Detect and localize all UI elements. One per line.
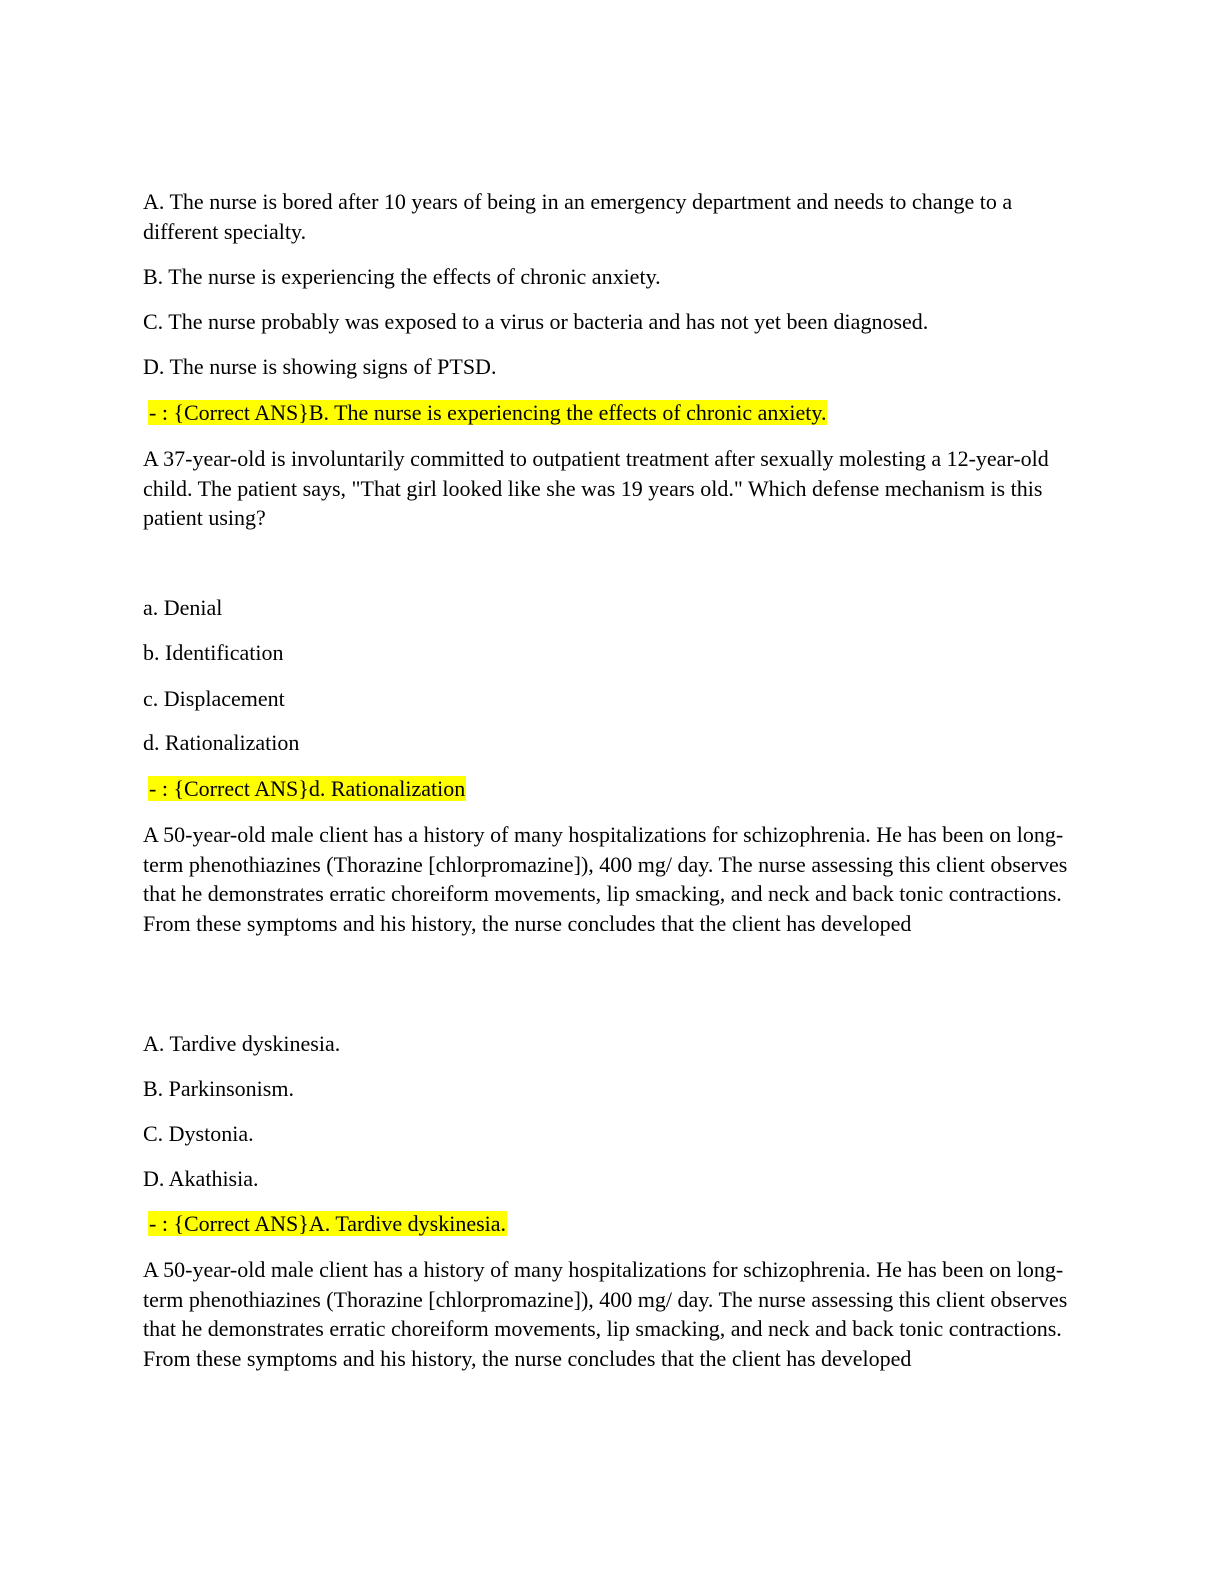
option-c: C. The nurse probably was exposed to a virus or bacteria and has not yet been diagnosed. — [143, 309, 929, 334]
correct-answer-highlight — [148, 398, 827, 428]
option-b: b. Identification — [143, 640, 284, 665]
correct-answer: - : {Correct ANS}d. Rationalization — [149, 776, 466, 801]
option-d: D. The nurse is showing signs of PTSD. — [143, 354, 497, 379]
option-a: A. The nurse is bored after 10 years of being in an emergency department and needs to change to a different specialty. — [143, 189, 1013, 244]
option-a: a. Denial — [143, 595, 223, 620]
option-b: B. Parkinsonism. — [143, 1076, 294, 1101]
correct-answer: - : {Correct ANS}B. The nurse is experiencing the effects of chronic anxiety. — [149, 400, 827, 425]
option-d: d. Rationalization — [143, 730, 300, 755]
option-c: c. Displacement — [143, 686, 285, 711]
correct-answer-highlight — [148, 774, 466, 804]
question-text: A 37-year-old is involuntarily committed to outpatient treatment after sexually molesting a 12-year-old child. The patient says, "That girl looked like she was 19 years old." Which defense mechanism is this patient using? — [143, 446, 1049, 530]
option-d: D. Akathisia. — [143, 1166, 259, 1191]
correct-answer-highlight — [148, 1209, 507, 1239]
option-b: B. The nurse is experiencing the effects of chronic anxiety. — [143, 264, 661, 289]
correct-answer: - : {Correct ANS}A. Tardive dyskinesia. — [149, 1211, 507, 1236]
option-a: A. Tardive dyskinesia. — [143, 1031, 341, 1056]
option-c: C. Dystonia. — [143, 1121, 254, 1146]
question-text: A 50-year-old male client has a history of many hospitalizations for schizophrenia. He has been on long-term phenothiazines (Thorazine [chlorpromazine]), 400 mg/ day. The nurse assessing this client observes that he demonstrates erratic choreiform movements, lip smacking, and neck and back tonic contractions. From these symptoms and his history, the nurse concludes that the client has developed — [143, 822, 1068, 936]
question-text: A 50-year-old male client has a history of many hospitalizations for schizophrenia. He has been on long-term phenothiazines (Thorazine [chlorpromazine]), 400 mg/ day. The nurse assessing this client observes that he demonstrates erratic choreiform movements, lip smacking, and neck and back tonic contractions. From these symptoms and his history, the nurse concludes that the client has developed — [143, 1257, 1068, 1371]
